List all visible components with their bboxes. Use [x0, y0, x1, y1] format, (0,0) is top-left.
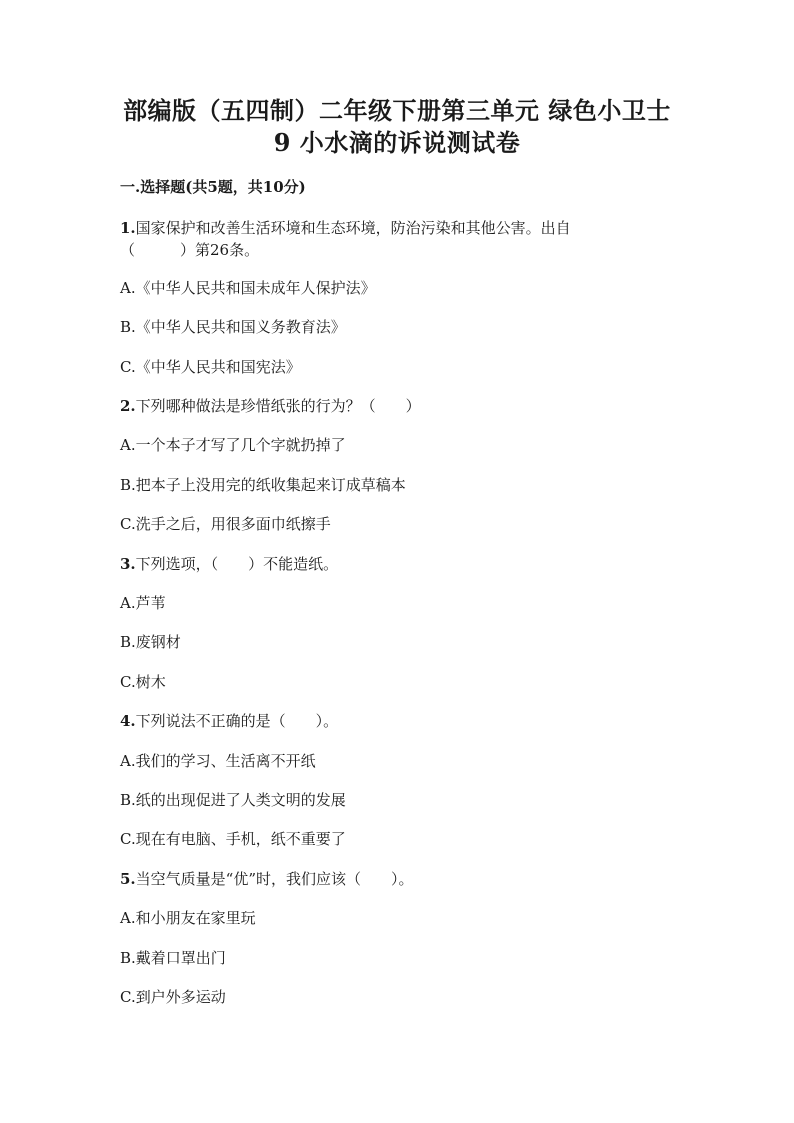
option-b: B.《中华人民共和国义务教育法》	[120, 318, 346, 336]
option-a: A.一个本子才写了几个字就扔掉了	[120, 436, 346, 454]
option-c: C.树木	[120, 673, 166, 691]
question-5-stem	[120, 868, 680, 890]
question-4-stem	[120, 710, 680, 732]
question-text: 下列选项，（ ）不能造纸。	[135, 555, 339, 573]
question-2-stem	[120, 395, 680, 417]
question-text: 当空气质量是“优”时，我们应该（ ）。	[135, 870, 414, 888]
question-number: 4.	[120, 712, 136, 730]
option-c: C.《中华人民共和国宪法》	[120, 358, 301, 376]
option-c: C.到户外多运动	[120, 988, 226, 1006]
option-b: B.纸的出现促进了人类文明的发展	[120, 791, 346, 809]
section-heading: 一.选择题(共5题，共10分)	[120, 178, 306, 196]
option-b: B.把本子上没用完的纸收集起来订成草稿本	[120, 476, 406, 494]
question-text: 国家保护和改善生活环境和生态环境，防治污染和其他公害。出自	[135, 219, 571, 237]
question-text: 下列说法不正确的是（ ）。	[135, 712, 339, 730]
page-subtitle: 9 小水滴的诉说测试卷	[273, 128, 521, 157]
option-a: A.《中华人民共和国未成年人保护法》	[120, 279, 376, 297]
option-a: A.我们的学习、生活离不开纸	[120, 752, 316, 770]
question-number: 1.	[120, 219, 136, 237]
option-c: C.洗手之后，用很多面巾纸擦手	[120, 515, 331, 533]
option-a: A.和小朋友在家里玩	[120, 909, 256, 927]
question-number: 3.	[120, 555, 136, 573]
question-1-stem-continued: （ ）第26条。	[120, 241, 260, 259]
page-title: 部编版（五四制）二年级下册第三单元 绿色小卫士	[123, 96, 671, 125]
option-b: B.废钢材	[120, 633, 181, 651]
option-c: C.现在有电脑、手机，纸不重要了	[120, 830, 346, 848]
question-text: 下列哪种做法是珍惜纸张的行为？（ ）	[135, 397, 421, 415]
question-1-stem	[120, 217, 680, 239]
question-3-stem	[120, 553, 680, 575]
question-number: 5.	[120, 870, 136, 888]
option-a: A.芦苇	[120, 594, 166, 612]
option-b: B.戴着口罩出门	[120, 949, 226, 967]
question-number: 2.	[120, 397, 136, 415]
